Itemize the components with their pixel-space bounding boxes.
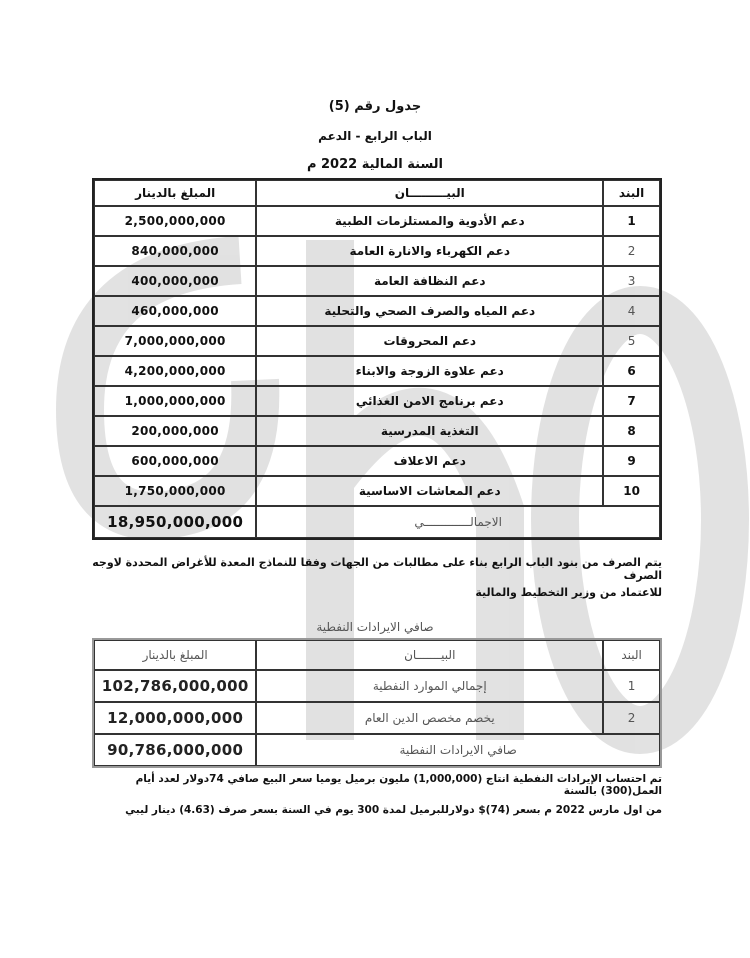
table-row [94, 206, 660, 236]
row-number: 3 [603, 266, 660, 296]
row-amount: 7,000,000,000 [94, 326, 256, 356]
row-number: 5 [603, 326, 660, 356]
row-description: دعم المعاشات الاساسية [256, 476, 603, 506]
table-total-row [94, 734, 660, 766]
row-amount: 600,000,000 [94, 446, 256, 476]
header-description: البيـــــــــان [256, 180, 603, 206]
row-number: 7 [603, 386, 660, 416]
row-description: دعم الاعلاف [256, 446, 603, 476]
row-description: إجمالي الموارد النفطية [256, 670, 603, 702]
table-row [94, 326, 660, 356]
note-line-2: للاعتماد من وزير التخطيط والمالية [475, 586, 662, 599]
row-number: 8 [603, 416, 660, 446]
row-number: 2 [603, 236, 660, 266]
row-number: 9 [603, 446, 660, 476]
net-label: صافي الايرادات النفطية [256, 734, 660, 766]
footer-note-2: من اول مارس 2022 م بسعر (74)$ دولارللبرميل لمدة 300 يوم في السنة بسعر صرف (4.63) دينار ليبي [125, 804, 662, 816]
table-row [94, 446, 660, 476]
net-amount: 90,786,000,000 [94, 734, 256, 766]
row-amount: 1,750,000,000 [94, 476, 256, 506]
row-number: 4 [603, 296, 660, 326]
row-amount: 460,000,000 [94, 296, 256, 326]
row-amount: 840,000,000 [94, 236, 256, 266]
table-number: جدول رقم (5) [328, 99, 422, 114]
table-total-row [94, 506, 660, 538]
row-description: التغذية المدرسية [256, 416, 603, 446]
row-description: دعم الأدوية والمستلزمات الطبية [256, 206, 603, 236]
header-item-number: البند [603, 640, 660, 670]
row-description: دعم المحروقات [256, 326, 603, 356]
header-description: البيـــــــان [256, 640, 603, 670]
total-amount: 18,950,000,000 [94, 506, 256, 538]
note-line-1: يتم الصرف من بنود الباب الرابع بناء على مطالبات من الجهات وفقا للنماذج المعدة للأغراض المحددة لاوجه الصرف [92, 556, 662, 582]
header-amount: المبلغ بالدينار [94, 640, 256, 670]
row-number: 1 [603, 670, 660, 702]
table-row [94, 476, 660, 506]
row-amount: 12,000,000,000 [94, 702, 256, 734]
row-amount: 1,000,000,000 [94, 386, 256, 416]
row-description: دعم النظافة العامة [256, 266, 603, 296]
row-amount: 4,200,000,000 [94, 356, 256, 386]
table-row [94, 386, 660, 416]
footer-note-1: تم احتساب الإيرادات النفطية انتاج (1,000,000) مليون برميل يوميا سعر البيع صافي 74دولار لعدد أيام العمل(300) بالسنة [135, 773, 662, 797]
row-number: 1 [603, 206, 660, 236]
oil-revenue-table [92, 638, 662, 768]
chapter-title: الباب الرابع - الدعم [318, 129, 432, 143]
table-row [94, 236, 660, 266]
row-amount: 102,786,000,000 [94, 670, 256, 702]
header-amount: المبلغ بالدينار [94, 180, 256, 206]
row-number: 10 [603, 476, 660, 506]
fiscal-year: السنة المالية 2022 م [306, 157, 444, 172]
table-row [94, 416, 660, 446]
row-amount: 200,000,000 [94, 416, 256, 446]
oil-revenue-title: صافي الايرادات النفطية [316, 620, 434, 634]
header-item-number: البند [603, 180, 660, 206]
table-row [94, 266, 660, 296]
row-number: 6 [603, 356, 660, 386]
row-description: دعم الكهرباء والانارة العامة [256, 236, 603, 266]
total-label: الاجمالـــــــــــــي [256, 506, 660, 538]
table-row [94, 702, 660, 734]
row-amount: 400,000,000 [94, 266, 256, 296]
support-table [92, 178, 662, 540]
table-row [94, 296, 660, 326]
row-description: دعم برنامج الامن الغذائي [256, 386, 603, 416]
table-header-row [94, 640, 660, 670]
table-row [94, 670, 660, 702]
row-description: دعم علاوة الزوجة والابناء [256, 356, 603, 386]
table-header-row [94, 180, 660, 206]
row-amount: 2,500,000,000 [94, 206, 256, 236]
row-number: 2 [603, 702, 660, 734]
table-row [94, 356, 660, 386]
row-description: يخصم مخصص الدين العام [256, 702, 603, 734]
row-description: دعم المياه والصرف الصحي والتحلية [256, 296, 603, 326]
